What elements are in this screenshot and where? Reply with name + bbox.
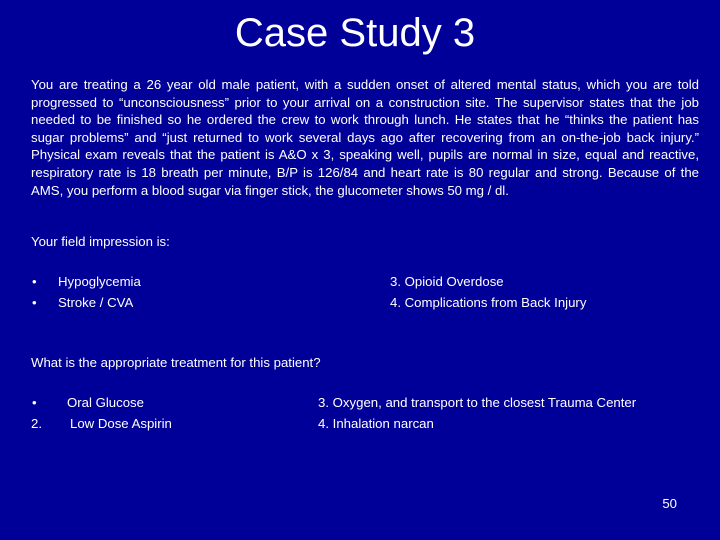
q2-option-2: Low Dose Aspirin bbox=[70, 416, 172, 431]
slide-title: Case Study 3 bbox=[234, 11, 476, 55]
q1-option-1: Hypoglycemia bbox=[58, 274, 141, 289]
q1-option-4: 4. Complications from Back Injury bbox=[390, 295, 587, 310]
question-2-prompt: What is the appropriate treatment for this patient? bbox=[31, 355, 321, 370]
q1-option-3: 3. Opioid Overdose bbox=[390, 274, 504, 289]
q2-option-2-marker: 2. bbox=[31, 416, 42, 431]
q2-option-3: 3. Oxygen, and transport to the closest Trauma Center bbox=[318, 395, 637, 410]
q1-option-2-marker: • bbox=[32, 295, 37, 310]
q1-option-1-marker: • bbox=[32, 274, 37, 289]
q1-option-2: Stroke / CVA bbox=[58, 295, 134, 310]
case-description: You are treating a 26 year old male patient, with a sudden onset of altered mental status, which you are told progressed to “unconsciousness” prior to your arrival on a construction site. The supervisor states that the job needed to be finished so he ordered the crew to work through lunch. He states that he “thinks the patient has sugar problems” and “just returned to work several days ago after recovering from an on-the-job back injury.” Physical exam reveals that the patient is A&O x 3, speaking well, pupils are normal in size, equal and reactive, respiratory rate is 18 breath per minute, B/P is 126/84 and heart rate is 80 regular and strong. Because of the AMS, you perform a blood sugar via finger stick, the glucometer shows 50 mg / dl. bbox=[31, 77, 699, 198]
question-1-prompt: Your field impression is: bbox=[31, 234, 170, 249]
page-number: 50 bbox=[662, 496, 677, 511]
q2-option-1: Oral Glucose bbox=[67, 395, 144, 410]
q2-option-4: 4. Inhalation narcan bbox=[318, 416, 434, 431]
q2-option-1-marker: • bbox=[32, 395, 37, 410]
